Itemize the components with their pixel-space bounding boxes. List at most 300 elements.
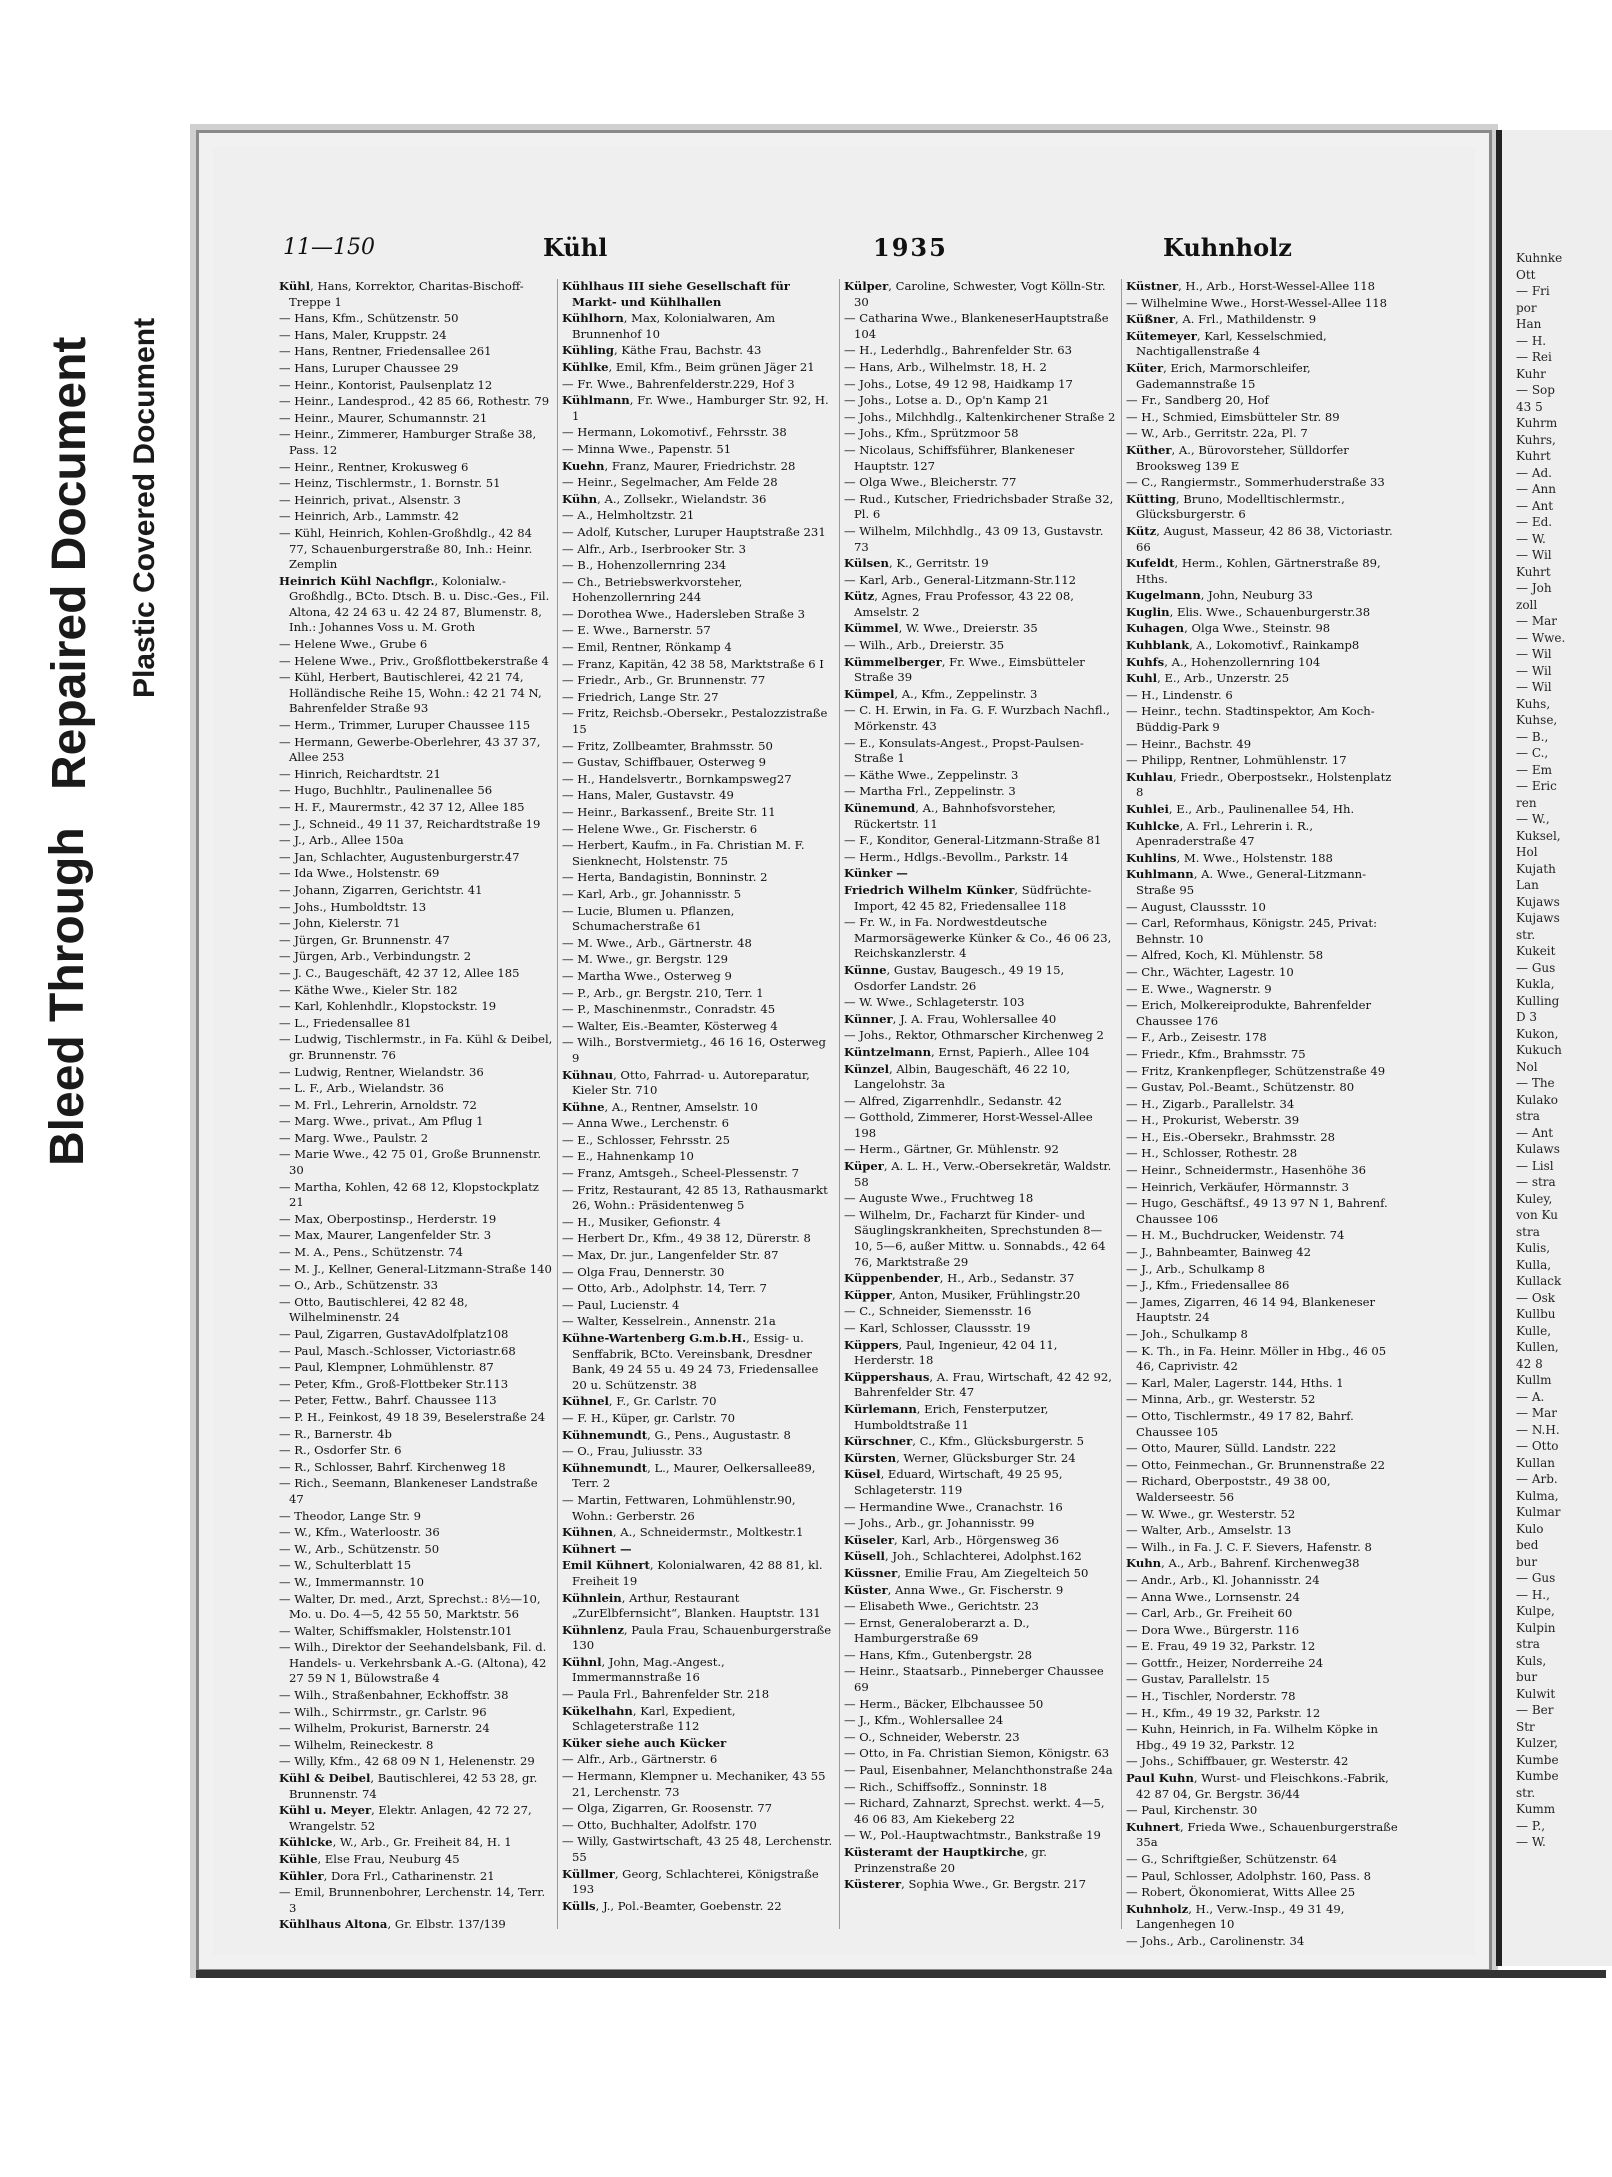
directory-entry: — Heinr., Zimmerer, Hamburger Straße 38, Pass. 12 bbox=[279, 427, 537, 457]
directory-entry: — Wilhelm, Dr., Facharzt für Kinder- und Säuglingskrankheiten, Sprechstunden 8—10, 5—6, außer Mittw. u. Sonnabds., 42 64 76, Marktstraße 29 bbox=[844, 1207, 1106, 1269]
directory-entry: — Hermann, Gewerbe-Oberlehrer, 43 37 37, Allee 253 bbox=[279, 734, 541, 765]
fragment-line: — Eric bbox=[1516, 779, 1557, 793]
directory-entry: — Emil, Rentner, Rönkamp 4 bbox=[562, 640, 732, 655]
directory-entry: — Käthe Wwe., Kieler Str. 182 bbox=[279, 982, 458, 997]
fragment-line: bed bbox=[1516, 1538, 1539, 1552]
fragment-line: Kulaws bbox=[1516, 1142, 1560, 1156]
directory-entry: — Otto, Feinmechan., Gr. Brunnenstraße 22 bbox=[1126, 1457, 1385, 1472]
directory-entry: Kuhagen, Olga Wwe., Steinstr. 98 bbox=[1126, 621, 1331, 636]
directory-entry: — Herm., Bäcker, Elbchaussee 50 bbox=[844, 1696, 1044, 1711]
fragment-line: Kulmar bbox=[1516, 1505, 1561, 1519]
fragment-line: Kullan bbox=[1516, 1455, 1555, 1470]
directory-entry: — Alfr., Arb., Iserbrooker Str. 3 bbox=[562, 541, 746, 556]
fragment-line: Kullen, bbox=[1516, 1340, 1559, 1354]
fragment-line: — C., bbox=[1516, 746, 1549, 760]
directory-entry: — Gustav, Parallelstr. 15 bbox=[1126, 1672, 1270, 1687]
directory-entry: — Paul, Kirchenstr. 30 bbox=[1126, 1803, 1258, 1818]
directory-entry: Kühl u. Meyer, Elektr. Anlagen, 42 72 27, Wrangelstr. 52 bbox=[279, 1803, 532, 1833]
fragment-line: bur bbox=[1516, 1554, 1538, 1569]
directory-entry: — Alfred, Zigarrenhdlr., Sedanstr. 42 bbox=[844, 1093, 1062, 1108]
fragment-line: Han bbox=[1516, 317, 1542, 331]
fragment-line: Lan bbox=[1516, 878, 1539, 892]
directory-entry: — Friedr., Kfm., Brahmsstr. 75 bbox=[1126, 1046, 1306, 1061]
fragment-line: Kulako bbox=[1516, 1092, 1558, 1107]
directory-entry: Kühnemundt, L., Maurer, Oelkersallee89, Terr. 2 bbox=[562, 1460, 816, 1491]
fragment-line: Kuhrt bbox=[1516, 449, 1551, 463]
directory-entry: — Johs., Humboldtstr. 13 bbox=[279, 899, 427, 914]
directory-entry: — Paul, Zigarren, GustavAdolfplatz108 bbox=[279, 1327, 509, 1341]
directory-entry: — Käthe Wwe., Zeppelinstr. 3 bbox=[844, 767, 1019, 782]
directory-entry: — J., Arb., Schulkamp 8 bbox=[1126, 1261, 1265, 1276]
fragment-line: str. bbox=[1516, 927, 1536, 942]
directory-entry: — E. Wwe., Wagnerstr. 9 bbox=[1126, 981, 1272, 996]
directory-entry: Külper, Caroline, Schwester, Vogt Kölln-Str. 30 bbox=[844, 279, 1106, 309]
directory-entry: — Heinr., Kontorist, Paulsenplatz 12 bbox=[279, 377, 493, 392]
directory-entry: Kuglin, Elis. Wwe., Schauenburgerstr.38 bbox=[1126, 604, 1371, 619]
fragment-line: Nol bbox=[1516, 1059, 1538, 1074]
directory-entry: — Otto, Maurer, Sülld. Landstr. 222 bbox=[1126, 1441, 1337, 1456]
directory-entry: — Paul, Klempner, Lohmühlenstr. 87 bbox=[279, 1360, 494, 1375]
directory-entry: — Paul, Eisenbahner, Melanchthonstraße 24a bbox=[844, 1763, 1113, 1778]
directory-entry: — Hans, Luruper Chaussee 29 bbox=[279, 360, 459, 375]
directory-entry: — O., Schneider, Weberstr. 23 bbox=[844, 1729, 1020, 1744]
directory-entry: — M. Frl., Lehrerin, Arnoldstr. 72 bbox=[279, 1097, 477, 1112]
directory-entry: — Otto, Bautischlerei, 42 82 48, Wilhelminenstr. 24 bbox=[279, 1294, 468, 1325]
directory-entry: — John, Kielerstr. 71 bbox=[279, 916, 401, 931]
directory-entry: — Adolf, Kutscher, Luruper Hauptstraße 231 bbox=[562, 524, 826, 539]
fragment-line: Kukeit bbox=[1516, 944, 1556, 958]
directory-entry: — Karl, Arb., gr. Johannisstr. 5 bbox=[562, 886, 742, 901]
directory-entry: — Johs., Rektor, Othmarscher Kirchenweg 2 bbox=[844, 1028, 1104, 1043]
fragment-line: Kuhrs, bbox=[1516, 432, 1556, 447]
directory-entry: — L., Friedensallee 81 bbox=[279, 1015, 412, 1030]
directory-entry: — Rich., Seemann, Blankeneser Landstraße 47 bbox=[279, 1476, 538, 1506]
directory-entry: — H., Schmied, Eimsbütteler Str. 89 bbox=[1126, 409, 1340, 424]
directory-entry: Kühle, Else Frau, Neuburg 45 bbox=[279, 1852, 460, 1866]
directory-entry: — Lucie, Blumen u. Pflanzen, Schumacherstraße 61 bbox=[562, 903, 735, 934]
directory-entry: — Max, Dr. jur., Langenfelder Str. 87 bbox=[562, 1248, 779, 1263]
directory-entry: Kuhblank, A., Lokomotivf., Rainkamp8 bbox=[1126, 638, 1360, 653]
directory-entry: — W. Wwe., Schlageterstr. 103 bbox=[844, 995, 1025, 1010]
fragment-line: Kuls, bbox=[1516, 1653, 1547, 1668]
fragment-line: Kujaws bbox=[1516, 894, 1560, 909]
directory-entry: — M. J., Kellner, General-Litzmann-Straße 140 bbox=[279, 1261, 552, 1276]
directory-entry: Kuehn, Franz, Maurer, Friedrichstr. 28 bbox=[562, 458, 796, 473]
directory-entry: — W., Kfm., Waterloostr. 36 bbox=[279, 1525, 440, 1540]
directory-entry: Kürsten, Werner, Glücksburger Str. 24 bbox=[844, 1450, 1076, 1465]
fragment-line: Kulzer, bbox=[1516, 1736, 1558, 1750]
fragment-line: zoll bbox=[1516, 597, 1538, 612]
directory-entry: — Theodor, Lange Str. 9 bbox=[279, 1508, 422, 1523]
directory-entry: Küssner, Emilie Frau, Am Ziegelteich 50 bbox=[844, 1565, 1089, 1580]
directory-entry: — Karl, Kohlenhdlr., Klopstockstr. 19 bbox=[279, 999, 497, 1014]
directory-entry: — Peter, Kfm., Groß-Flottbeker Str.113 bbox=[279, 1376, 509, 1391]
directory-entry: — Jürgen, Arb., Verbindungstr. 2 bbox=[279, 949, 472, 964]
fragment-line: Kukon, bbox=[1516, 1026, 1559, 1041]
directory-entry: Kühlcke, W., Arb., Gr. Freiheit 84, H. 1 bbox=[279, 1835, 512, 1850]
directory-entry: — Hugo, Buchhltr., Paulinenallee 56 bbox=[279, 783, 493, 798]
directory-entry: — H., Tischler, Norderstr. 78 bbox=[1126, 1689, 1296, 1704]
directory-entry: — Walter, Kesselrein., Annenstr. 21a bbox=[562, 1314, 776, 1329]
directory-entry: — Kuhn, Heinrich, in Fa. Wilhelm Köpke in Hbg., 49 19 32, Parkstr. 12 bbox=[1126, 1722, 1378, 1752]
fragment-line: — stra bbox=[1516, 1175, 1556, 1189]
bleed-through-label: Bleed Through bbox=[41, 827, 94, 1166]
annotation-labels bbox=[0, 150, 200, 1166]
directory-entry: — W., Pol.-Hauptwachtmstr., Bankstraße 19 bbox=[844, 1828, 1101, 1843]
directory-entry: — E., Konsulats-Angest., Propst-Paulsen-Straße 1 bbox=[844, 735, 1084, 766]
directory-entry: Küntzelmann, Ernst, Papierh., Allee 104 bbox=[844, 1044, 1090, 1059]
directory-entry: Kühnl, John, Mag.-Angest., Immermannstraße 16 bbox=[562, 1654, 725, 1685]
directory-entry: — Walter, Arb., Amselstr. 13 bbox=[1126, 1523, 1292, 1538]
fragment-line: — Osk bbox=[1516, 1290, 1556, 1305]
directory-entry: — Wilhelm, Prokurist, Barnerstr. 24 bbox=[279, 1721, 490, 1736]
fragment-line: — Em bbox=[1516, 762, 1552, 777]
directory-entry: — Minna, Arb., gr. Westerstr. 52 bbox=[1126, 1392, 1316, 1407]
directory-entry: — Ch., Betriebswerkvorsteher, Hohenzollernring 244 bbox=[562, 574, 743, 605]
fragment-line: Kullm bbox=[1516, 1373, 1552, 1387]
fragment-line: — Lisl bbox=[1516, 1158, 1554, 1173]
directory-entry: — Martha Wwe., Osterweg 9 bbox=[562, 968, 732, 983]
fragment-line: — Joh bbox=[1516, 581, 1552, 595]
directory-entry: — H., Eis.-Obersekr., Brahmsstr. 28 bbox=[1126, 1129, 1336, 1144]
directory-entry: — Heinr., techn. Stadtinspektor, Am Koch-Büddig-Park 9 bbox=[1126, 704, 1375, 735]
directory-entry: — E., Hahnenkamp 10 bbox=[562, 1149, 694, 1164]
directory-entry: — Martha, Kohlen, 42 68 12, Klopstockplatz 21 bbox=[279, 1179, 539, 1210]
directory-entry: Kükelhahn, Karl, Expedient, Schlageterstraße 112 bbox=[562, 1703, 736, 1734]
directory-entry: Kümmel, W. Wwe., Dreierstr. 35 bbox=[844, 621, 1038, 636]
directory-entry: — Chr., Wächter, Lagestr. 10 bbox=[1126, 964, 1294, 979]
directory-entry: — J. C., Baugeschäft, 42 37 12, Allee 185 bbox=[279, 965, 520, 980]
directory-entry: — J., Kfm., Friedensallee 86 bbox=[1126, 1278, 1290, 1293]
directory-entry: — Martha Frl., Zeppelinstr. 3 bbox=[844, 784, 1016, 799]
directory-entry: — P., Maschinenmstr., Conradstr. 45 bbox=[562, 1002, 776, 1017]
directory-entry: Küker siehe auch Kücker bbox=[562, 1735, 727, 1750]
adjacent-page-edge bbox=[1496, 130, 1612, 1966]
directory-entry: — Johs., Milchhdlg., Kaltenkirchener Straße 2 bbox=[844, 409, 1116, 424]
fragment-line: Kulpe, bbox=[1516, 1604, 1555, 1618]
fragment-line: Kuhse, bbox=[1516, 713, 1558, 727]
fragment-line: Kujaws bbox=[1516, 911, 1560, 925]
directory-entry: — August, Claussstr. 10 bbox=[1126, 899, 1266, 914]
directory-entry: — Fritz, Krankenpfleger, Schützenstraße 49 bbox=[1126, 1063, 1386, 1078]
directory-entry: — Herm., Trimmer, Luruper Chaussee 115 bbox=[279, 718, 531, 733]
directory-entry: Kühlke, Emil, Kfm., Beim grünen Jäger 21 bbox=[562, 359, 815, 374]
fragment-line: von Ku bbox=[1516, 1208, 1558, 1222]
directory-entry: — G., Schriftgießer, Schützenstr. 64 bbox=[1126, 1852, 1337, 1866]
directory-entry: — Auguste Wwe., Fruchtweg 18 bbox=[844, 1191, 1034, 1206]
fragment-line: Kuhr bbox=[1516, 366, 1546, 381]
directory-entry: Küsell, Joh., Schlachterei, Adolphst.162 bbox=[844, 1549, 1082, 1564]
column-4 bbox=[1121, 279, 1403, 1948]
fragment-line: Hol bbox=[1516, 845, 1538, 859]
directory-entry: — Hinrich, Reichardtstr. 21 bbox=[279, 766, 441, 781]
fragment-line: D 3 bbox=[1516, 1010, 1538, 1024]
fragment-line: Kuhs, bbox=[1516, 696, 1551, 711]
directory-entry: Küsel, Eduard, Wirtschaft, 49 25 95, Schlageterstr. 119 bbox=[844, 1467, 1063, 1497]
directory-entry: — F., Konditor, General-Litzmann-Straße 81 bbox=[844, 833, 1102, 848]
fragment-line: — Gus bbox=[1516, 1571, 1556, 1585]
directory-entry: — C. H. Erwin, in Fa. G. F. Wurzbach Nachfl., Mörkenstr. 43 bbox=[844, 703, 1110, 734]
directory-entry: Kürlemann, Erich, Fensterputzer, Humboldtstraße 11 bbox=[844, 1401, 1049, 1432]
directory-entry: — M. Wwe., gr. Bergstr. 129 bbox=[562, 952, 729, 967]
fragment-line: — Ad. bbox=[1516, 465, 1552, 480]
directory-entry: Emil Kühnert, Kolonialwaren, 42 88 81, kl. Freiheit 19 bbox=[562, 1558, 823, 1588]
directory-entry: — Johs., Lotse, 49 12 98, Haidkamp 17 bbox=[844, 376, 1073, 391]
directory-entry: — Peter, Fettw., Bahrf. Chaussee 113 bbox=[279, 1393, 497, 1408]
directory-entry: — Martin, Fettwaren, Lohmühlenstr.90, Wohn.: Gerberstr. 26 bbox=[562, 1492, 796, 1523]
directory-entry: Kuhlei, E., Arb., Paulinenallee 54, Hh. bbox=[1126, 802, 1355, 816]
directory-entry: Küppershaus, A. Frau, Wirtschaft, 42 42 92, Bahrenfelder Str. 47 bbox=[844, 1369, 1112, 1400]
directory-entry: Kuhn, A., Arb., Bahrenf. Kirchenweg38 bbox=[1126, 1556, 1360, 1571]
directory-entry: Kühling, Käthe Frau, Bachstr. 43 bbox=[562, 343, 762, 358]
directory-entry: — Johs., Kfm., Sprützmoor 58 bbox=[844, 426, 1019, 441]
directory-entry: — C., Schneider, Siemensstr. 16 bbox=[844, 1304, 1032, 1319]
directory-entry: Kühnen, A., Schneidermstr., Moltkestr.1 bbox=[562, 1525, 804, 1540]
directory-entry: — A., Helmholtzstr. 21 bbox=[562, 508, 695, 523]
directory-entry: — Hugo, Geschäftsf., 49 13 97 N 1, Bahrenf. Chaussee 106 bbox=[1126, 1196, 1388, 1226]
directory-entry: — H. M., Buchdrucker, Weidenstr. 74 bbox=[1126, 1228, 1345, 1243]
directory-entry: Kühne, A., Rentner, Amselstr. 10 bbox=[562, 1099, 758, 1114]
directory-entry: — L. F., Arb., Wielandstr. 36 bbox=[279, 1081, 444, 1096]
directory-entry: — Heinr., Staatsarb., Pinneberger Chaussee 69 bbox=[844, 1664, 1104, 1695]
fragment-line: Kuley, bbox=[1516, 1191, 1553, 1206]
fragment-line: — Ed. bbox=[1516, 515, 1553, 529]
directory-entry: — Heinr., Landesprod., 42 85 66, Rothestr. 79 bbox=[279, 394, 550, 409]
directory-entry: Kürschner, C., Kfm., Glücksburgerstr. 5 bbox=[844, 1434, 1084, 1449]
directory-entry: Kühnau, Otto, Fahrrad- u. Autoreparatur, Kieler Str. 710 bbox=[562, 1067, 810, 1098]
fragment-line: Kuhrm bbox=[1516, 416, 1558, 430]
directory-entry: — Karl, Schlosser, Claussstr. 19 bbox=[844, 1321, 1031, 1335]
directory-entry: — Wilh., Arb., Dreierstr. 35 bbox=[844, 638, 1005, 653]
directory-entry: — Herm., Gärtner, Gr. Mühlenstr. 92 bbox=[844, 1142, 1059, 1157]
fragment-line: 42 8 bbox=[1516, 1356, 1543, 1371]
directory-entry: — H., Lindenstr. 6 bbox=[1126, 687, 1233, 702]
fragment-line: Kullbu bbox=[1516, 1307, 1556, 1321]
directory-entry: — H., Prokurist, Weberstr. 39 bbox=[1126, 1113, 1300, 1128]
directory-entry: — Helene Wwe., Gr. Fischerstr. 6 bbox=[562, 821, 758, 836]
directory-entry: — Wilh., Direktor der Seehandelsbank, Fil. d. Handels- u. Verkehrsbank A.-G. (Altona), 42 27 59 N 1, Bülowstraße 4 bbox=[279, 1640, 547, 1686]
directory-entry: — Olga, Zigarren, Gr. Roosenstr. 77 bbox=[562, 1801, 772, 1816]
directory-entry: — Wilhelmine Wwe., Horst-Wessel-Allee 118 bbox=[1126, 295, 1387, 310]
directory-entry: — Wilhelm, Reineckestr. 8 bbox=[279, 1737, 434, 1752]
fragment-line: — Wwe. bbox=[1516, 630, 1566, 645]
directory-entry: Kufeldt, Herm., Kohlen, Gärtnerstraße 89, Hths. bbox=[1126, 556, 1381, 586]
fragment-line: — W. bbox=[1516, 531, 1546, 546]
directory-entry: — Franz, Kapitän, 42 38 58, Marktstraße 6 I bbox=[562, 656, 824, 671]
directory-entry: — Heinrich, Arb., Lammstr. 42 bbox=[279, 509, 459, 524]
fragment-line: Kuhnke bbox=[1516, 251, 1563, 265]
directory-entry: — Fritz, Zollbeamter, Brahmsstr. 50 bbox=[562, 738, 773, 753]
directory-entry: — Hans, Kfm., Schützenstr. 50 bbox=[279, 311, 459, 326]
directory-entry: Künzel, Albin, Baugeschäft, 46 22 10, Langelohstr. 3a bbox=[844, 1061, 1071, 1092]
directory-entry: — Heinrich, privat., Alsenstr. 3 bbox=[279, 492, 461, 507]
fragment-line: — Arb. bbox=[1516, 1472, 1558, 1486]
directory-entry: — Walter, Dr. med., Arzt, Sprechst.: 8½—10, Mo. u. Do. 4—5, 42 55 50, Marktstr. 56 bbox=[279, 1591, 541, 1622]
directory-entry: Kütz, Agnes, Frau Professor, 43 22 08, Amselstr. 2 bbox=[844, 589, 1074, 619]
directory-entry: — Catharina Wwe., BlankeneserHauptstraße 104 bbox=[844, 311, 1109, 341]
directory-entry: — Fr. Wwe., Bahrenfelderstr.229, Hof 3 bbox=[562, 376, 795, 391]
directory-entry: — Ludwig, Rentner, Wielandstr. 36 bbox=[279, 1064, 484, 1079]
directory-entry: — Otto, Buchhalter, Adolfstr. 170 bbox=[562, 1817, 757, 1832]
directory-entry: — Wilh., Borstvermietg., 46 16 16, Osterweg 9 bbox=[562, 1035, 826, 1065]
directory-entry: — R., Schlosser, Bahrf. Kirchenweg 18 bbox=[279, 1459, 506, 1474]
directory-entry: — Emil, Brunnenbohrer, Lerchenstr. 14, Terr. 3 bbox=[279, 1885, 546, 1915]
directory-entry: Kühl, Hans, Korrektor, Charitas-Bischoff-Treppe 1 bbox=[279, 279, 524, 309]
directory-entry: — Herta, Bandagistin, Bonninstr. 2 bbox=[562, 870, 768, 885]
directory-entry: — Heinr., Bachstr. 49 bbox=[1126, 736, 1252, 751]
repaired-document-label: Repaired Document bbox=[43, 336, 96, 790]
directory-entry: Küppenbender, H., Arb., Sedanstr. 37 bbox=[844, 1271, 1075, 1286]
scan-bottom-edge bbox=[196, 1970, 1606, 1978]
directory-entry: Kühnlein, Arthur, Restaurant „ZurElbfernsicht“, Blanken. Hauptstr. 131 bbox=[562, 1590, 821, 1621]
directory-entry: — Herm., Hdlgs.-Bevollm., Parkstr. 14 bbox=[844, 849, 1069, 864]
directory-entry: — Gustav, Pol.-Beamt., Schützenstr. 80 bbox=[1126, 1080, 1355, 1095]
directory-entry: — Robert, Ökonomierat, Witts Allee 25 bbox=[1126, 1885, 1356, 1900]
fragment-line: Kumbe bbox=[1516, 1769, 1559, 1783]
directory-entry: — Paul, Schlosser, Adolphstr. 160, Pass. 8 bbox=[1126, 1868, 1371, 1883]
directory-entry: Künker — bbox=[844, 866, 908, 881]
directory-entry: — Friedr., Arb., Gr. Brunnenstr. 77 bbox=[562, 673, 766, 688]
directory-entry: — Heinr., Rentner, Krokusweg 6 bbox=[279, 459, 469, 474]
directory-entry: Kümpel, A., Kfm., Zeppelinstr. 3 bbox=[844, 686, 1038, 701]
directory-entry: — Hermann, Lokomotivf., Fehrsstr. 38 bbox=[562, 425, 787, 440]
directory-entry: — Nicolaus, Schiffsführer, Blankeneser Hauptstr. 127 bbox=[844, 442, 1075, 473]
fragment-line: — W., bbox=[1516, 812, 1550, 826]
directory-entry: — E. Wwe., Barnerstr. 57 bbox=[562, 623, 711, 638]
directory-entry: — Friedrich, Lange Str. 27 bbox=[562, 689, 719, 704]
directory-entry: — Johs., Schiffbauer, gr. Westerstr. 42 bbox=[1126, 1754, 1349, 1769]
directory-entry: — Wilh., in Fa. J. C. F. Sievers, Hafenstr. 8 bbox=[1126, 1539, 1372, 1554]
fragment-line: ren bbox=[1516, 795, 1537, 810]
fragment-line: Kulla, bbox=[1516, 1257, 1552, 1272]
directory-entry: — Johann, Zigarren, Gerichtstr. 41 bbox=[279, 882, 483, 897]
directory-entry: — Wilh., Schirrmstr., gr. Carlstr. 96 bbox=[279, 1704, 487, 1719]
directory-entry: — Gottfr., Heizer, Norderreihe 24 bbox=[1126, 1655, 1324, 1670]
directory-entry: — H., Schlosser, Rothestr. 28 bbox=[1126, 1146, 1298, 1161]
directory-entry: — Wilh., Straßenbahner, Eckhoffstr. 38 bbox=[279, 1688, 509, 1703]
fragment-line: — Ann bbox=[1516, 482, 1556, 496]
directory-entry: Kühnemundt, G., Pens., Augustastr. 8 bbox=[562, 1427, 791, 1442]
directory-entry: Künner, J. A. Frau, Wohlersallee 40 bbox=[844, 1011, 1057, 1026]
directory-entry: — H., Zigarb., Parallelstr. 34 bbox=[1126, 1096, 1295, 1111]
directory-entry: — F., Arb., Zeisestr. 178 bbox=[1126, 1030, 1267, 1045]
column-2 bbox=[557, 279, 839, 1929]
fragment-line: — Mar bbox=[1516, 614, 1557, 628]
column-3 bbox=[839, 279, 1121, 1929]
fragment-line: Str bbox=[1516, 1719, 1535, 1734]
directory-entry: Kütemeyer, Karl, Kesselschmied, Nachtigallenstraße 4 bbox=[1126, 328, 1327, 359]
directory-entry: — W. Wwe., gr. Westerstr. 52 bbox=[1126, 1506, 1296, 1521]
fragment-line: — Wil bbox=[1516, 663, 1552, 678]
fragment-line: — Wil bbox=[1516, 680, 1552, 694]
directory-entry: — Paula Frl., Bahrenfelder Str. 218 bbox=[562, 1687, 770, 1702]
fragment-line: por bbox=[1516, 300, 1537, 315]
directory-entry: — Elisabeth Wwe., Gerichtstr. 23 bbox=[844, 1599, 1039, 1614]
directory-entry: — Marg. Wwe., Paulstr. 2 bbox=[279, 1130, 429, 1145]
directory-entry: Küßner, A. Frl., Mathildenstr. 9 bbox=[1126, 312, 1317, 327]
fragment-line: Kulwit bbox=[1516, 1686, 1556, 1701]
directory-entry: — Gustav, Schiffbauer, Osterweg 9 bbox=[562, 755, 767, 770]
directory-entry: Kühlhorn, Max, Kolonialwaren, Am Brunnenhof 10 bbox=[562, 311, 776, 341]
directory-entry: — Hans, Maler, Kruppstr. 24 bbox=[279, 327, 447, 342]
fragment-line: — Gus bbox=[1516, 960, 1556, 975]
fragment-line: Kulpin bbox=[1516, 1620, 1556, 1635]
fragment-line: — Fri bbox=[1516, 284, 1550, 298]
directory-entry: — H., Lederhdlg., Bahrenfelder Str. 63 bbox=[844, 343, 1073, 358]
fragment-line: Kukuch bbox=[1516, 1043, 1562, 1057]
fragment-line: — B., bbox=[1516, 729, 1549, 744]
fragment-line: — Ant bbox=[1516, 1125, 1554, 1140]
directory-entry: — W., Arb., Gerritstr. 22a, Pl. 7 bbox=[1126, 426, 1308, 441]
directory-entry: — H., Handelsvertr., Bornkampsweg27 bbox=[562, 771, 792, 786]
directory-entry: Kuhnert, Frieda Wwe., Schauenburgerstraße 35a bbox=[1126, 1819, 1398, 1850]
directory-entry: — Johs., Lotse a. D., Op'n Kamp 21 bbox=[844, 393, 1050, 408]
directory-entry: Kuhlmann, A. Wwe., General-Litzmann-Straße 95 bbox=[1126, 867, 1367, 897]
directory-entry: — Paul, Lucienstr. 4 bbox=[562, 1297, 680, 1312]
directory-entry: — Fr. W., in Fa. Nordwestdeutsche Marmorsägewerke Künker & Co., 46 06 23, Reichskanzlerstr. 4 bbox=[844, 915, 1112, 961]
fragment-line: 43 5 bbox=[1516, 399, 1543, 414]
directory-entry: — Anna Wwe., Lornsenstr. 24 bbox=[1126, 1589, 1300, 1604]
directory-entry: — Franz, Amtsgeh., Scheel-Plessenstr. 7 bbox=[562, 1166, 799, 1181]
directory-entry: — Andr., Arb., Kl. Johannisstr. 24 bbox=[1126, 1572, 1320, 1587]
fragment-line: Kulle, bbox=[1516, 1323, 1552, 1338]
directory-entry: — K. Th., in Fa. Heinr. Möller in Hbg., 46 05 46, Caprivistr. 42 bbox=[1126, 1343, 1387, 1374]
directory-entry: — Karl, Arb., General-Litzmann-Str.112 bbox=[844, 572, 1077, 587]
directory-entry: Kütz, August, Masseur, 42 86 38, Victoriastr. 66 bbox=[1126, 523, 1393, 554]
fragment-line: — Rei bbox=[1516, 350, 1552, 364]
directory-entry: Künne, Gustav, Baugesch., 49 19 15, Osdorfer Landstr. 26 bbox=[844, 962, 1065, 993]
fragment-line: — H., bbox=[1516, 1587, 1550, 1602]
directory-entry: Kühlhaus III siehe Gesellschaft für Markt- und Kühlhallen bbox=[562, 279, 790, 309]
directory-entry: Külsen, K., Gerritstr. 19 bbox=[844, 556, 989, 571]
directory-entry: — Walter, Eis.-Beamter, Kösterweg 4 bbox=[562, 1018, 778, 1033]
directory-entry: — Olga Frau, Dennerstr. 30 bbox=[562, 1264, 725, 1279]
fragment-line: Kulling bbox=[1516, 993, 1560, 1008]
directory-entry: — R., Osdorfer Str. 6 bbox=[279, 1443, 402, 1458]
directory-entry: — Willy, Gastwirtschaft, 43 25 48, Lerchenstr. 55 bbox=[562, 1834, 833, 1864]
directory-entry: Kuhl, E., Arb., Unzerstr. 25 bbox=[1126, 671, 1290, 686]
directory-entry: — P., Arb., gr. Bergstr. 210, Terr. 1 bbox=[562, 985, 764, 1000]
directory-entry: — Otto, in Fa. Christian Siemon, Königstr. 63 bbox=[844, 1746, 1110, 1761]
directory-entry: — Philipp, Rentner, Lohmühlenstr. 17 bbox=[1126, 753, 1347, 768]
directory-entry: — J., Kfm., Wohlersallee 24 bbox=[844, 1713, 1004, 1728]
fragment-line: — P., bbox=[1516, 1818, 1546, 1833]
header-year: 1935 bbox=[873, 233, 948, 262]
directory-entry: — O., Frau, Juliusstr. 33 bbox=[562, 1444, 703, 1459]
directory-entry: — Helene Wwe., Grube 6 bbox=[279, 637, 428, 652]
fragment-line: Kumbe bbox=[1516, 1752, 1559, 1767]
directory-entry: — Herbert Dr., Kfm., 49 38 12, Dürerstr. 8 bbox=[562, 1231, 811, 1246]
directory-entry: — J., Bahnbeamter, Bainweg 42 bbox=[1126, 1245, 1312, 1260]
plastic-covered-label: Plastic Covered Document bbox=[128, 317, 161, 698]
fragment-line: stra bbox=[1516, 1109, 1540, 1123]
page-inner bbox=[213, 147, 1475, 1955]
directory-entry: — Fritz, Restaurant, 42 85 13, Rathausmarkt 26, Wohn.: Präsidentenweg 5 bbox=[562, 1182, 828, 1213]
directory-entry: — Marg. Wwe., privat., Am Pflug 1 bbox=[279, 1114, 484, 1129]
directory-entry: — Richard, Zahnarzt, Sprechst. werkt. 4—5, 46 06 83, Am Kiekeberg 22 bbox=[844, 1796, 1105, 1826]
fragment-line: Kumm bbox=[1516, 1802, 1556, 1816]
fragment-line: — Wil bbox=[1516, 647, 1552, 661]
fragment-line: Kulma, bbox=[1516, 1488, 1559, 1503]
directory-entry: — E. Frau, 49 19 32, Parkstr. 12 bbox=[1126, 1639, 1316, 1654]
directory-entry: — Hans, Kfm., Gutenbergstr. 28 bbox=[844, 1647, 1033, 1662]
directory-entry: — R., Barnerstr. 4b bbox=[279, 1426, 392, 1441]
directory-entry: Kühlmann, Fr. Wwe., Hamburger Str. 92, H. 1 bbox=[562, 393, 829, 423]
directory-entry: — Heinr., Segelmacher, Am Felde 28 bbox=[562, 475, 778, 490]
directory-entry: Küster, Anna Wwe., Gr. Fischerstr. 9 bbox=[844, 1582, 1064, 1597]
directory-entry: — Heinr., Schneidermstr., Hasenhöhe 36 bbox=[1126, 1163, 1366, 1178]
directory-entry: — Alfr., Arb., Gärtnerstr. 6 bbox=[562, 1752, 718, 1767]
